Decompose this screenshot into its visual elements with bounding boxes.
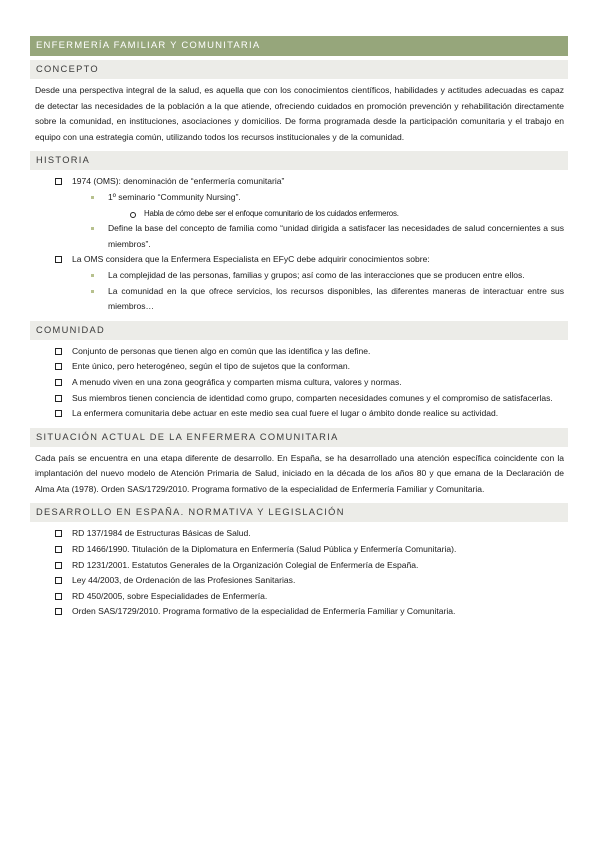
checkbox-bullet-icon (55, 608, 62, 615)
list-item-text: Orden SAS/1729/2010. Programa formativo de la especialidad de Enfermería Familiar y Comunitaria. (72, 606, 456, 617)
section-heading-desarrollo: DESARROLLO EN ESPAÑA. NORMATIVA Y LEGISLACIÓN (30, 503, 568, 522)
sub-list (72, 268, 564, 315)
list-item (30, 344, 568, 360)
sub-sub-list-item-text: Habla de cómo debe ser el enfoque comunitario de los cuidados enfermeros. (144, 208, 399, 218)
list-item-text: 1974 (OMS): denominación de “enfermería comunitaria” (72, 176, 285, 187)
checkbox-bullet-icon (55, 546, 62, 553)
sub-list-item (72, 190, 564, 221)
list-item (30, 406, 568, 422)
historia-list (30, 170, 568, 320)
sub-sub-list (108, 206, 564, 222)
checkbox-bullet-icon (55, 395, 62, 402)
list-item-text: RD 1231/2001. Estatutos Generales de la Organización Colegial de Enfermería de España. (72, 559, 419, 570)
checkbox-bullet-icon (55, 379, 62, 386)
section-heading-comunidad: COMUNIDAD (30, 321, 568, 340)
concepto-paragraph: Desde una perspectiva integral de la salud, es aquella que con los conocimientos científicos, habilidades y actitudes adecuadas es capaz de detectar las necesidades de la población a la que atiende, ofreciendo cuidados en promoción prevención y rehabilitación directamente sobre la comunidad, en instituciones, asociaciones y domicilios. De forma programada desde la participación comunitaria y el trabajo en equipo con una estrategia común, utilizando todos los recursos institucionales y de la comunidad. (35, 85, 564, 142)
checkbox-bullet-icon (55, 256, 62, 263)
checkbox-bullet-icon (55, 178, 62, 185)
list-item (30, 391, 568, 407)
document-title: ENFERMERÍA FAMILIAR Y COMUNITARIA (30, 36, 568, 56)
list-item-text: Ente único, pero heterogéneo, según el tipo de sujetos que la conforman. (72, 361, 350, 372)
list-item (30, 174, 568, 252)
checkbox-bullet-icon (55, 593, 62, 600)
list-item-text: Sus miembros tienen conciencia de identidad como grupo, comparten necesidades comunes y el compromiso de satisfacerlas. (72, 392, 553, 403)
sub-list-item (72, 221, 564, 252)
sub-list-item (72, 268, 564, 284)
list-item (30, 604, 568, 620)
desarrollo-list (30, 522, 568, 626)
list-item (30, 542, 568, 558)
sub-list-item (72, 284, 564, 315)
list-item-text: RD 1466/1990. Titulación de la Diplomatura en Enfermería (Salud Pública y Enfermería Comunitaria). (72, 544, 457, 555)
list-item-text: RD 137/1984 de Estructuras Básicas de Salud. (72, 528, 251, 539)
document-page (30, 36, 568, 626)
situacion-paragraph: Cada país se encuentra en una etapa diferente de desarrollo. En España, se ha desarrollado una atención específica coincidente con la implantación del nuevo modelo de Atención Primaria de Salud, iniciado en la década de los años 80 y que emana de la Declaración de Alma Ata (1978). Orden SAS/1729/2010. Programa formativo de la especialidad de Enfermería Familiar y Comunitaria. (35, 452, 564, 494)
list-item (30, 359, 568, 375)
list-item-text: A menudo viven en una zona geográfica y comparten misma cultura, valores y normas. (72, 376, 402, 387)
checkbox-bullet-icon (55, 348, 62, 355)
list-item (30, 252, 568, 314)
list-item (30, 526, 568, 542)
sub-sub-list-item (108, 206, 564, 222)
list-item-text: La OMS considera que la Enfermera Especialista en EFyC debe adquirir conocimientos sobre: (72, 254, 430, 265)
list-item-text: Conjunto de personas que tienen algo en común que las identifica y las define. (72, 345, 371, 356)
section-heading-situacion: SITUACIÓN ACTUAL DE LA ENFERMERA COMUNITARIA (30, 428, 568, 447)
list-item-text: Ley 44/2003, de Ordenación de las Profesiones Sanitarias. (72, 575, 296, 586)
sub-list-item-text: Define la base del concepto de familia como “unidad dirigida a satisfacer las necesidades de salud concernientes a sus miembros”. (108, 223, 564, 249)
square-bullet-icon (91, 196, 94, 199)
square-bullet-icon (91, 290, 94, 293)
sub-list-item-text: La comunidad en la que ofrece servicios, los recursos disponibles, las diferentes maneras de interactuar entre sus miembros… (108, 285, 564, 312)
sub-list-item-text: La complejidad de las personas, familias y grupos; así como de las interacciones que se producen entre ellos. (108, 269, 525, 280)
section-heading-historia: HISTORIA (30, 151, 568, 170)
list-item (30, 573, 568, 589)
square-bullet-icon (91, 274, 94, 277)
list-item (30, 375, 568, 391)
square-bullet-icon (91, 227, 94, 230)
checkbox-bullet-icon (55, 410, 62, 417)
list-item-text: RD 450/2005, sobre Especialidades de Enfermería. (72, 590, 268, 601)
sub-list-item-text: 1º seminario “Community Nursing”. (108, 191, 241, 202)
sub-list (72, 190, 564, 252)
checkbox-bullet-icon (55, 577, 62, 584)
checkbox-bullet-icon (55, 530, 62, 537)
circle-bullet-icon (130, 212, 136, 218)
checkbox-bullet-icon (55, 363, 62, 370)
list-item (30, 558, 568, 574)
list-item-text: La enfermera comunitaria debe actuar en este medio sea cual fuere el lugar o ámbito donde realice su actividad. (72, 408, 499, 419)
list-item (30, 589, 568, 605)
section-heading-concepto: CONCEPTO (30, 60, 568, 79)
checkbox-bullet-icon (55, 562, 62, 569)
comunidad-list (30, 340, 568, 428)
